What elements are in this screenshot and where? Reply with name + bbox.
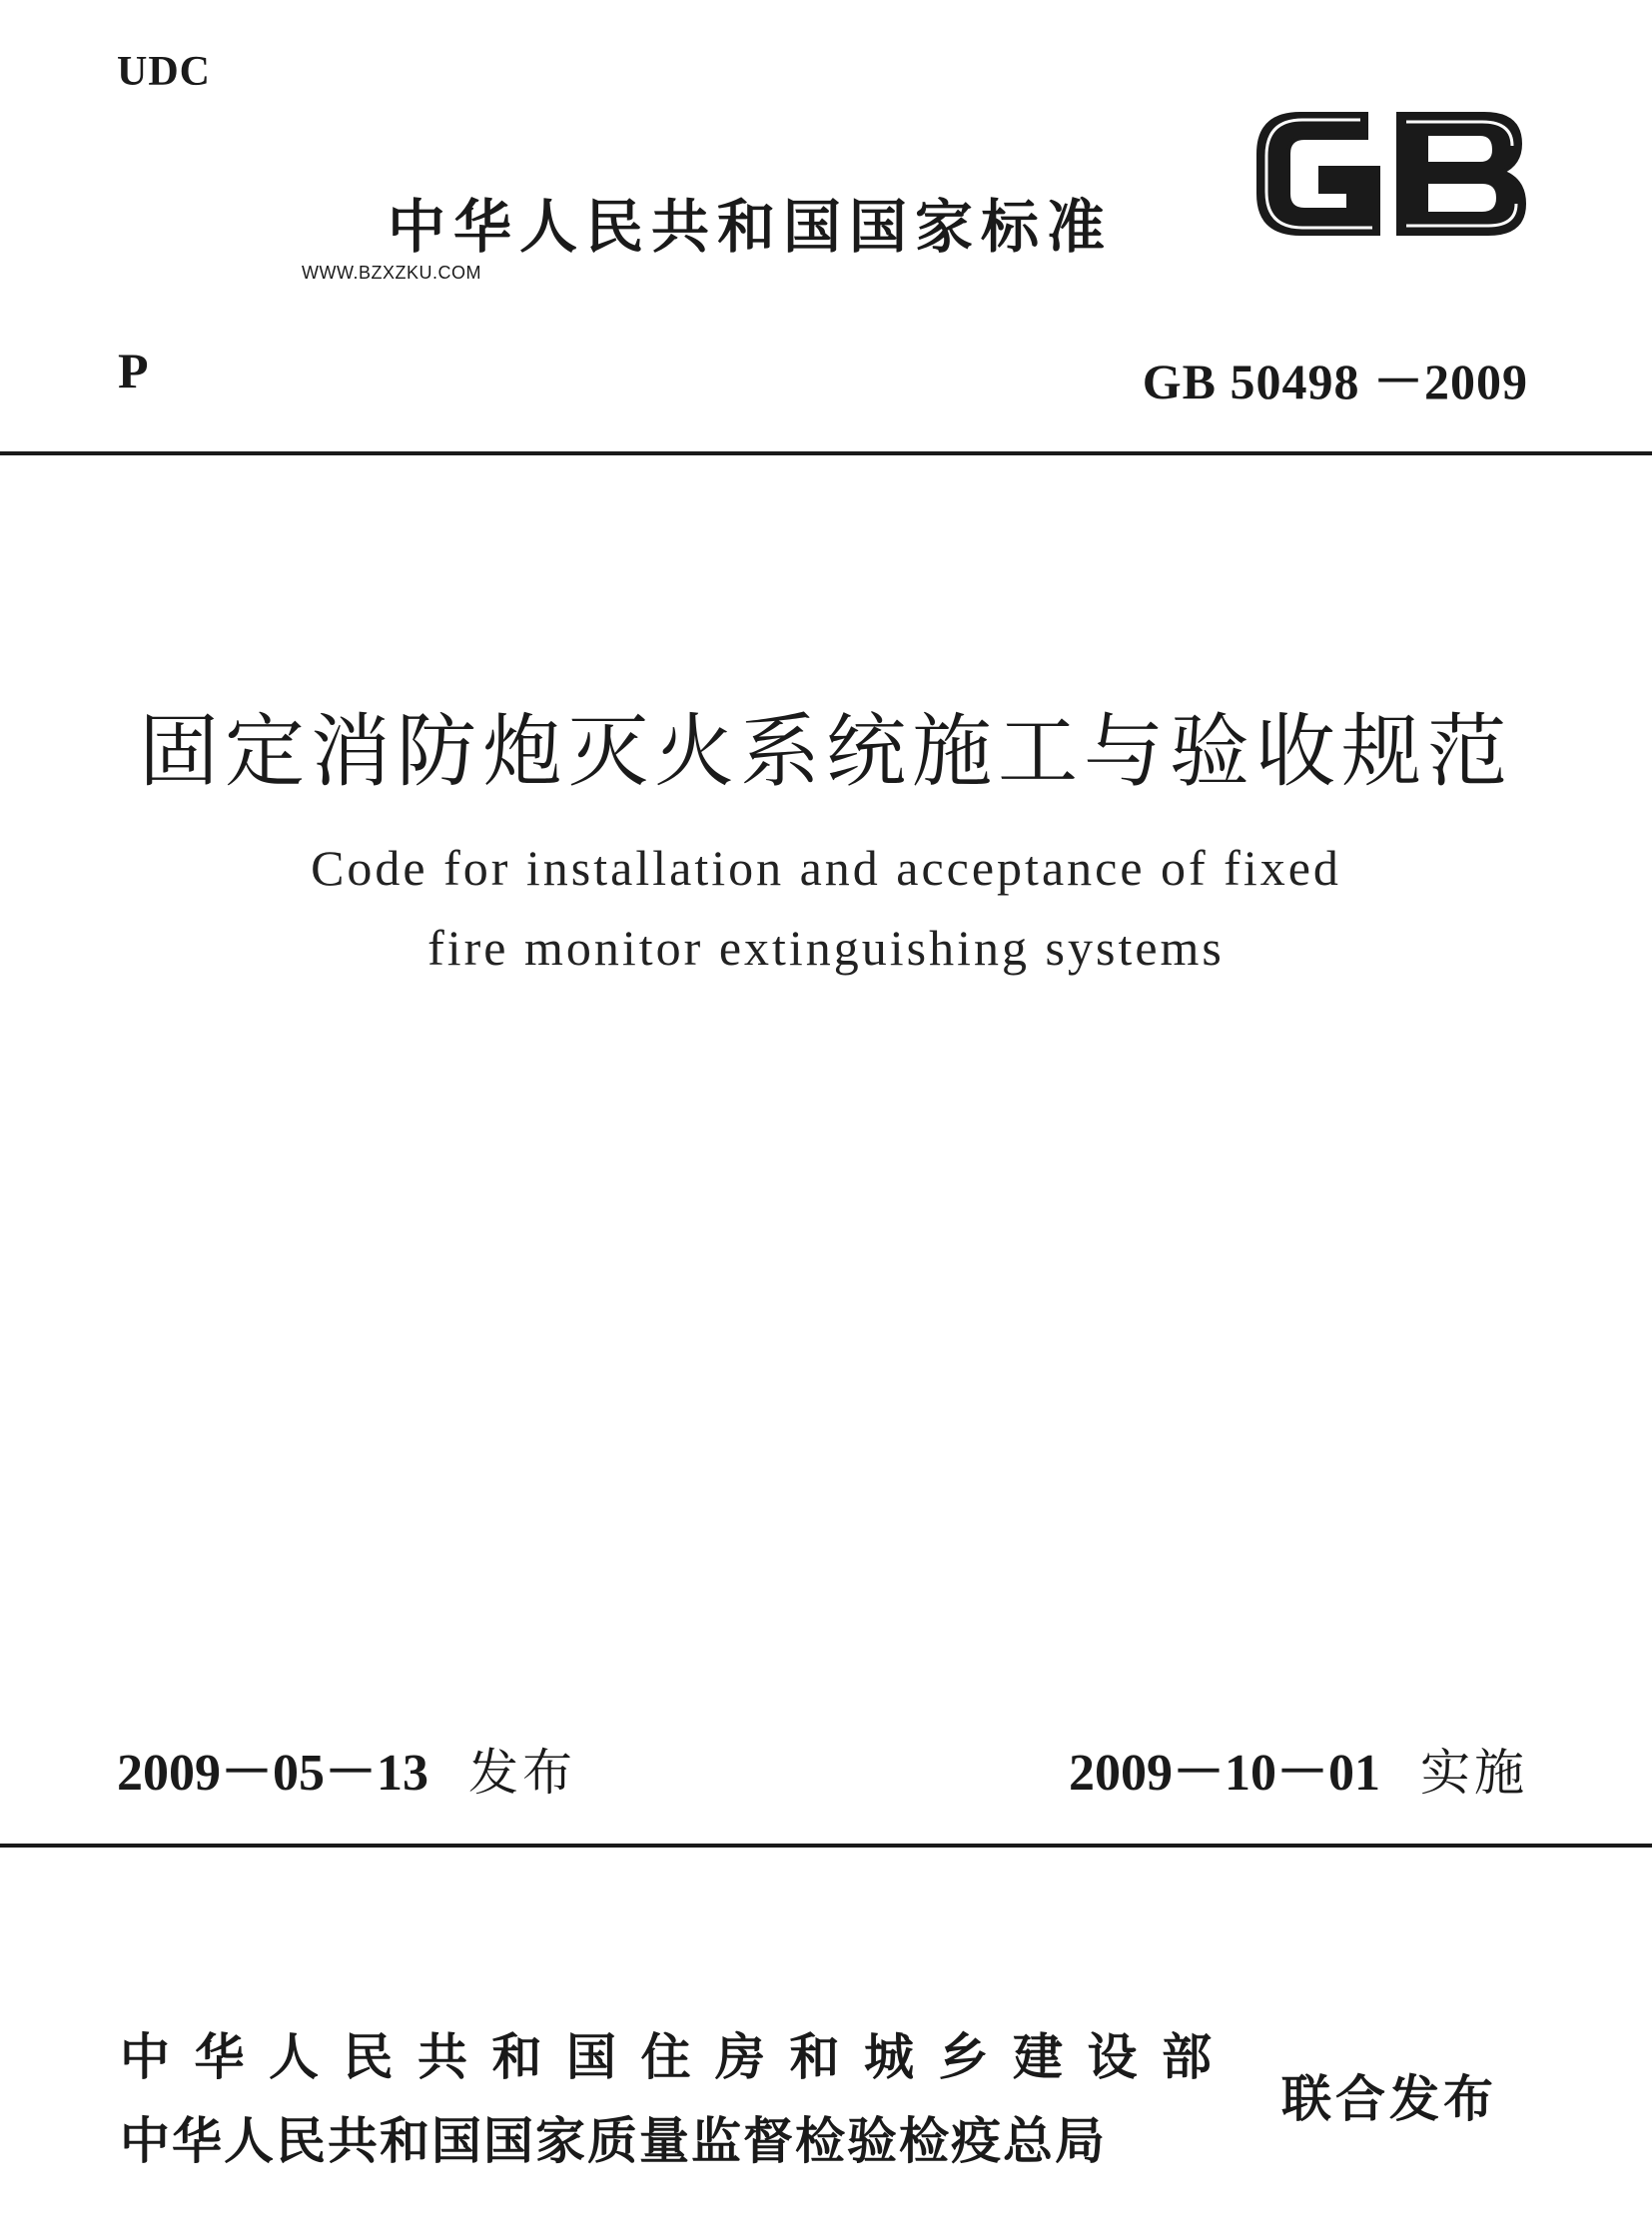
release-date: [117, 1730, 576, 1805]
title-english-line-1: Code for installation and acceptance of fixed: [311, 840, 1341, 896]
release-date-value: 2009－05－13: [117, 1745, 429, 1802]
release-label: 发布: [468, 1744, 577, 1802]
effective-date: [1069, 1730, 1528, 1805]
issuer-aqsiq: 中华人民共和国国家质量监督检验检疫总局: [120, 2112, 1107, 2170]
udc-label: UDC: [117, 49, 211, 95]
gb-logo-icon: [1248, 96, 1532, 252]
title-english-line-2: fire monitor extinguishing systems: [427, 920, 1225, 976]
joint-release-label: 联合发布: [1281, 2070, 1497, 2128]
issuer-ministry-housing: 中华人民共和国住房和城乡建设部: [120, 2028, 1237, 2086]
category-code: P: [118, 343, 149, 398]
effective-date-value: 2009－10－01: [1068, 1745, 1380, 1802]
standard-number: GB 50498 －2009: [1142, 354, 1528, 409]
website-watermark: WWW.BZXZKU.COM: [302, 263, 481, 283]
title-chinese: 固定消防炮灭火系统施工与验收规范: [139, 705, 1513, 798]
effective-label: 实施: [1420, 1744, 1528, 1802]
bottom-divider: [0, 1844, 1652, 1848]
top-divider: [0, 451, 1652, 455]
national-standard-heading: 中华人民共和国国家标准: [388, 193, 1114, 261]
